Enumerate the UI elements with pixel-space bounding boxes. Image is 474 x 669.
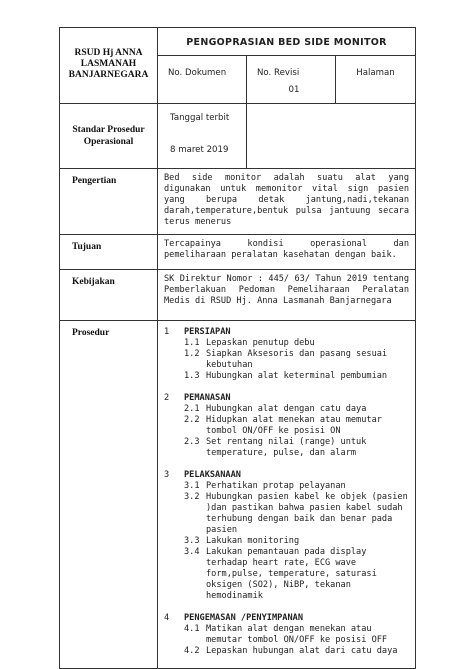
procedure-step (184, 415, 409, 437)
hospital-name (60, 28, 158, 104)
procedure-step (184, 536, 409, 547)
standar-label (60, 104, 158, 169)
org-line: RSUD Hj ANNA (74, 48, 143, 58)
step-text: Hidupkan alat menekan atau memutar tombol ON/OFF ke posisi ON (206, 415, 382, 436)
prosedur-section (164, 470, 409, 602)
pengertian-label: Pengertian (60, 169, 158, 235)
section-title: PERSIAPAN (184, 327, 231, 337)
step-number: 2.2 (184, 415, 200, 425)
section-heading (164, 470, 409, 481)
step-number: 4.1 (184, 624, 200, 634)
tujuan-label: Tujuan (60, 235, 158, 270)
no-dokumen-cell (158, 56, 247, 104)
pengertian-row (60, 169, 416, 235)
procedure-step (184, 349, 409, 371)
step-number: 3.1 (184, 481, 200, 491)
kebijakan-label: Kebijakan (60, 270, 158, 321)
prosedur-row (60, 321, 416, 669)
procedure-step (184, 624, 409, 646)
procedure-step (184, 338, 409, 349)
step-number: 3.4 (184, 547, 200, 557)
no-revisi-value: 01 (288, 85, 300, 95)
section-title: PEMANASAN (184, 393, 231, 403)
tanggal-terbit-cell (158, 104, 247, 169)
step-number: 1.3 (184, 371, 200, 381)
step-text: Hubungkan alat keterminal pembumian (206, 371, 388, 381)
section-title: PELAKSANAAN (184, 470, 241, 480)
step-text: Set rentang nilai (range) untuk temperature, pulse, dan alarm (206, 437, 367, 458)
section-number: 4 (164, 613, 170, 623)
section-heading (164, 613, 409, 624)
prosedur-section (164, 327, 409, 382)
kebijakan-row (60, 270, 416, 321)
section-number: 1 (164, 327, 170, 337)
standar-row (60, 104, 416, 169)
step-text: Matikan alat dengan menekan atau memutar tombol ON/OFF ke posisi OFF (206, 624, 388, 645)
step-text: Hubungkan pasien kabel ke objek (pasien )dan pastikan bahwa pasien kabel sudah terhubung dengan baik dan benar pada pasien (206, 492, 408, 535)
halaman-cell (336, 56, 416, 104)
step-text: Lakukan pemantauan pada display terhadap heart rate, ECG wave form,pulse, temperature, saturasi oksigen (SO2), NiBP, tekanan hemodinamik (206, 547, 377, 601)
step-text: Siapkan Aksesoris dan pasang sesuai kebutuhan (206, 349, 388, 370)
procedure-step (184, 371, 409, 382)
section-number: 3 (164, 470, 170, 480)
step-number: 4.2 (184, 646, 200, 656)
procedure-step (184, 492, 409, 536)
step-number: 2.1 (184, 404, 200, 414)
step-number: 1.1 (184, 338, 200, 348)
step-number: 3.2 (184, 492, 200, 502)
standar-label-line: Operasional (83, 137, 134, 147)
step-text: Perhatikan protap pelayanan (206, 481, 346, 491)
sop-document-table (59, 27, 416, 669)
tujuan-row (60, 235, 416, 270)
no-dokumen-label: No. Dokumen (168, 68, 227, 78)
prosedur-content (158, 321, 416, 669)
step-text: Lepaskan penutup debu (206, 338, 315, 348)
prosedur-section (164, 393, 409, 459)
prosedur-label: Prosedur (60, 321, 158, 669)
no-revisi-label: No. Revisi (257, 68, 300, 78)
section-number: 2 (164, 393, 170, 403)
step-number: 3.3 (184, 536, 200, 546)
procedure-step (184, 646, 409, 657)
procedure-step (184, 404, 409, 415)
procedure-step (184, 437, 409, 459)
procedure-step (184, 481, 409, 492)
section-title: PENGEMASAN /PENYIMPANAN (184, 613, 303, 623)
prosedur-section (164, 613, 409, 657)
procedure-step (184, 547, 409, 602)
standar-empty-cell (247, 104, 416, 169)
org-line: BANJARNEGARA (68, 70, 149, 80)
halaman-label: Halaman (356, 68, 395, 78)
document-title: PENGOPRASIAN BED SIDE MONITOR (158, 28, 416, 56)
tanggal-terbit-label: Tanggal terbit (170, 113, 230, 123)
section-heading (164, 393, 409, 404)
step-text: Lakukan monitoring (206, 536, 300, 546)
step-text: Hubungkan alat dengan catu daya (206, 404, 367, 414)
step-text: Lepaskan hubungan alat dari catu daya (206, 646, 398, 656)
step-number: 2.3 (184, 437, 200, 447)
kebijakan-text: SK Direktur Nomor : 445/ 63/ Tahun 2019 tentang Pemberlakuan Pedoman Pemeliharaan Peralatan Medis di RSUD Hj. Anna Lasmanah Banjarnegara (158, 270, 416, 321)
org-line: LASMANAH (80, 59, 137, 69)
standar-label-line: Standar Prosedur (72, 125, 145, 135)
section-heading (164, 327, 409, 338)
tanggal-terbit-value: 8 maret 2019 (170, 145, 229, 155)
no-revisi-cell (247, 56, 336, 104)
tujuan-text: Tercapainya kondisi operasional dan pemeliharaan peralatan kasehatan dengan baik. (158, 235, 416, 270)
step-number: 1.2 (184, 349, 200, 359)
header-row (60, 28, 416, 56)
pengertian-text: Bed side monitor adalah suatu alat yang digunakan untuk memonitor vital sign pasien yang berupa detak jantung,nadi,tekanan darah,temperature,bentuk pulsa jantuung secara terus menerus (158, 169, 416, 235)
